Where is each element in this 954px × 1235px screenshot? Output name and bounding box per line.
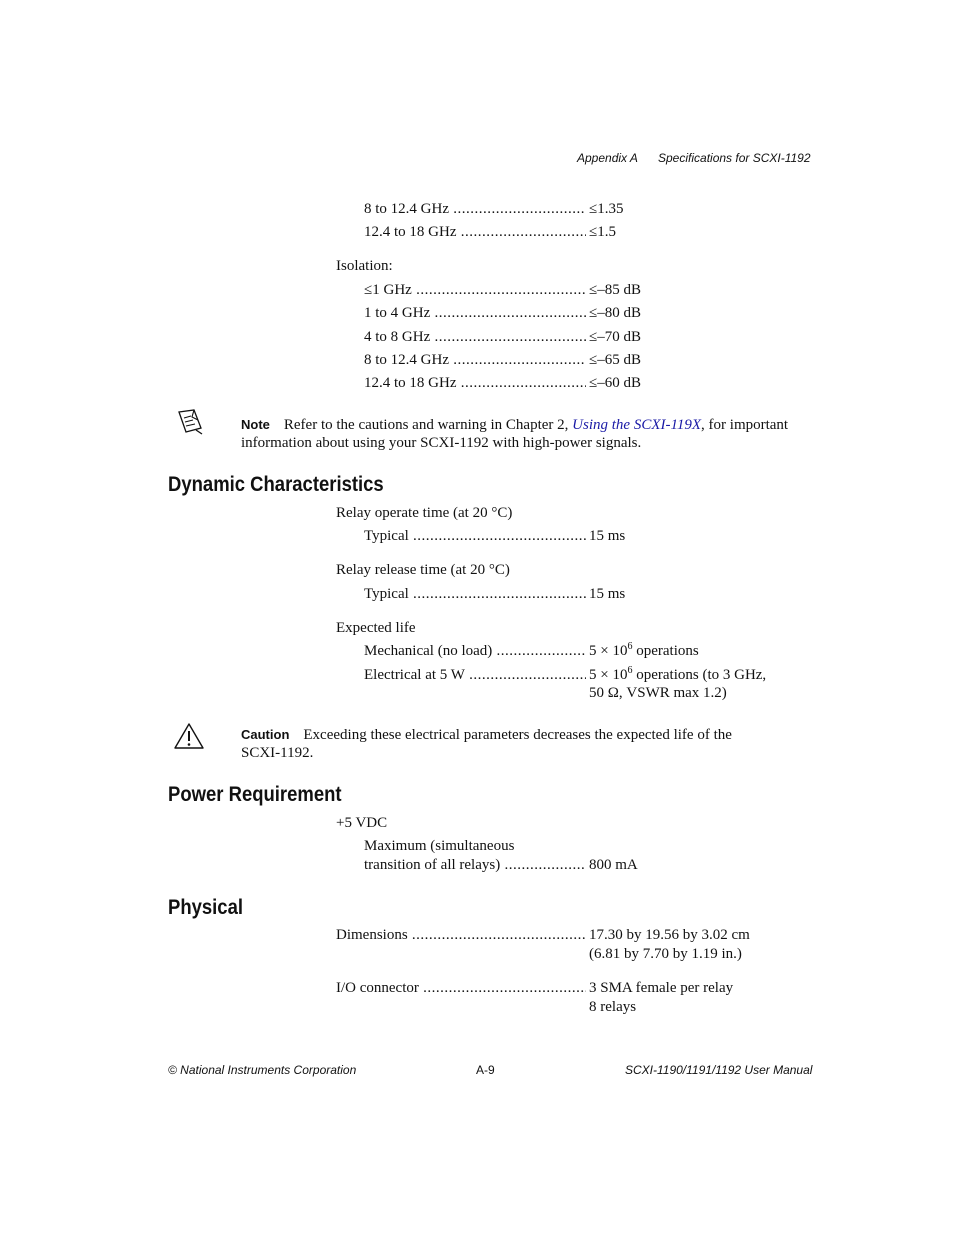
spec-row <box>0 200 954 219</box>
note-line-2: information about using your SCXI-1192 with high-power signals. <box>241 435 642 451</box>
spec-row <box>0 666 954 685</box>
footer-right: SCXI-1190/1191/1192 User Manual <box>625 1063 813 1077</box>
spec-row <box>0 856 954 875</box>
spec-label: 8 to 12.4 GHz ..... <box>364 200 586 219</box>
spec-row <box>0 223 954 242</box>
caution-text: Exceeding these electrical parameters decreases the expected life of the <box>303 727 732 743</box>
spec-row <box>0 281 954 300</box>
spec-row <box>0 642 954 661</box>
spec-value: 17.30 by 19.56 by 3.02 cm <box>589 927 750 943</box>
spec-label: Typical ..... <box>364 585 586 604</box>
spec-value-continued: (6.81 by 7.70 by 1.19 in.) <box>589 946 742 962</box>
spec-label: 12.4 to 18 GHz ..... <box>364 374 586 393</box>
spec-row <box>0 585 954 604</box>
spec-value: 3 SMA female per relay <box>589 980 734 996</box>
spec-value: ≤1.5 <box>589 224 616 240</box>
caution-line-1 <box>241 725 732 745</box>
spec-value: ≤1.35 <box>589 201 624 217</box>
caution-line-2: SCXI-1192. <box>241 745 314 761</box>
spec-label: 4 to 8 GHz ..... <box>364 328 586 347</box>
footer-left: © National Instruments Corporation <box>168 1063 357 1077</box>
note-text: Refer to the cautions and warning in Chapter 2, <box>283 417 573 433</box>
note-line-1 <box>241 415 788 435</box>
spec-value: 800 mA <box>589 857 638 873</box>
spec-label: transition of all relays) ..... <box>364 856 586 875</box>
spec-label: 12.4 to 18 GHz ..... <box>364 223 586 242</box>
spec-value: ≤–85 dB <box>589 282 641 298</box>
header-title: Specifications for SCXI-1192 <box>658 151 811 165</box>
caution-icon <box>173 722 205 750</box>
spec-label: Electrical at 5 W ..... <box>364 666 586 685</box>
power-title: +5 VDC <box>336 815 388 831</box>
spec-value-continued: 8 relays <box>589 999 637 1015</box>
spec-label: 1 to 4 GHz ..... <box>364 304 586 323</box>
spec-value-continued: 50 Ω, VSWR max 1.2) <box>589 685 727 701</box>
section-heading-physical: Physical <box>168 896 244 919</box>
chapter-link[interactable]: Using the SCXI-119X <box>572 417 702 433</box>
spec-value: ≤–80 dB <box>589 305 641 321</box>
spec-value: ≤–65 dB <box>589 352 641 368</box>
release-title: Relay release time (at 20 °C) <box>336 562 510 578</box>
page-number: A-9 <box>476 1063 495 1077</box>
life-title: Expected life <box>336 620 416 636</box>
spec-row <box>0 979 954 998</box>
spec-row <box>0 527 954 546</box>
spec-label: Dimensions ..... <box>336 926 586 945</box>
spec-value: 15 ms <box>589 586 626 602</box>
spec-value: 15 ms <box>589 528 626 544</box>
isolation-title: Isolation: <box>336 258 393 274</box>
caution-label: Caution <box>241 727 290 742</box>
spec-value: ≤–60 dB <box>589 375 641 391</box>
note-icon <box>176 408 204 436</box>
spec-label: I/O connector ..... <box>336 979 586 998</box>
spec-value: $5 \times 10^6$ operations (to 3 GHz, <box>589 665 767 683</box>
spec-row <box>0 304 954 323</box>
spec-row <box>0 374 954 393</box>
header-appendix: Appendix A <box>577 151 638 165</box>
spec-label: Typical ..... <box>364 527 586 546</box>
operate-title: Relay operate time (at 20 °C) <box>336 505 513 521</box>
spec-value: $5 \times 10^6$ operations <box>589 641 699 659</box>
spec-label: ≤1 GHz ..... <box>364 281 586 300</box>
spec-label: Mechanical (no load) ..... <box>364 642 586 661</box>
spec-value: ≤–70 dB <box>589 329 641 345</box>
note-text-end: , for important <box>701 417 789 433</box>
spec-row <box>0 351 954 370</box>
spec-label: 8 to 12.4 GHz ..... <box>364 351 586 370</box>
spec-label: Maximum (simultaneous <box>364 838 515 854</box>
spec-row <box>0 926 954 945</box>
spec-row <box>0 328 954 347</box>
section-heading-power: Power Requirement <box>168 783 342 806</box>
section-heading-dynamic: Dynamic Characteristics <box>168 473 384 496</box>
note-label: Note <box>241 417 270 432</box>
